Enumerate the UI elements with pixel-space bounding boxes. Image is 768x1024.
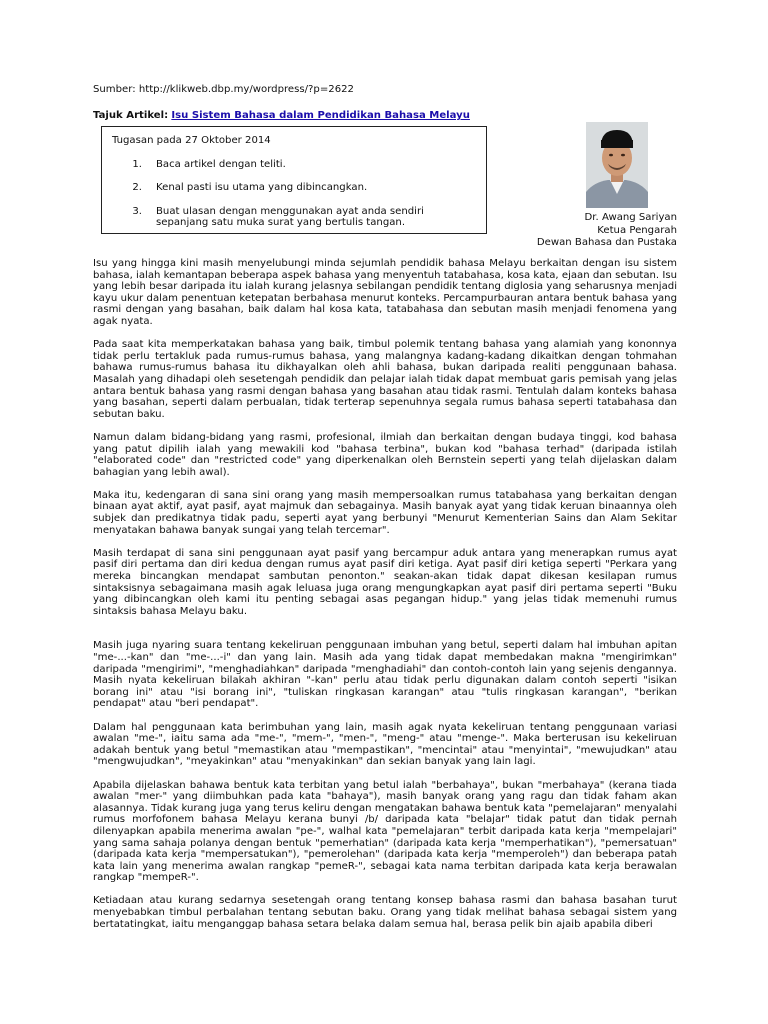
article-title-line [93, 110, 470, 122]
article-paragraph: Namun dalam bidang-bidang yang rasmi, profesional, ilmiah dan berkaitan dengan budaya tinggi, kod bahasa yang patut dipilih ialah yang mewakili kod "bahasa terbina", bukan kod "bahasa terhad" (daripada istilah "elaborated code" dan "restricted code" yang diperkenalkan oleh Bernstein seperti yang telah dijelaskan dalam bahagian yang lebih awal). [93, 431, 677, 478]
task-item-text: Kenal pasti isu utama yang dibincangkan. [156, 182, 368, 194]
task-list [112, 159, 476, 229]
task-heading: Tugasan pada 27 Oktober 2014 [112, 135, 271, 146]
article-body [93, 258, 677, 942]
article-paragraph: Dalam hal penggunaan kata berimbuhan yang lain, masih agak nyata kekeliruan tentang penggunaan variasi awalan "me-", iaitu sama ada "me-", "mem-", "men-", "meng-" atau "menge-". Maka berterusan isu kekeliruan adakah bentuk yang betul "memastikan atau "mempastikan", "mencintai" atau "menyintai", "mewujudkan" atau "mengwujudkan", "meyakinkan" atau "menyakinkan" dan sekian banyak yang lain lagi. [93, 721, 677, 768]
author-photo [586, 122, 648, 208]
article-paragraph: Pada saat kita memperkatakan bahasa yang baik, timbul polemik tentang bahasa yang alamiah yang kononnya tidak perlu tertakluk pada rumus-rumus bahasa, yang malangnya kadang-kadang dikaitkan dengan tohmahan bahawa rumus-rumus bahasa itu dikhayalkan oleh ahli bahasa, bukan daripada realiti penggunaan bahasa. Masalah yang dihadapi oleh sesetengah pendidik dan pelajar ialah tidak dapat membuat garis pemisah yang jelas antara bentuk bahasa yang rasmi dengan bahasa yang basahan atau tidak rasmi. Tentulah dalam konteks bahasa yang basahan, seperti dalam perbualan, tidak terterap sepenuhnya segala rumus bahasa seperti tatabahasa dan sebutan baku. [93, 339, 677, 420]
task-item-number: 2. [132, 182, 142, 194]
author-role: Ketua Pengarah [597, 224, 677, 236]
task-item [112, 182, 476, 194]
task-item [112, 206, 476, 229]
author-name: Dr. Awang Sariyan [584, 212, 677, 223]
source-line: Sumber: http://klikweb.dbp.my/wordpress/?p=2622 [93, 84, 354, 95]
task-item-number: 1. [132, 158, 142, 170]
author-organization: Dewan Bahasa dan Pustaka [536, 237, 677, 248]
article-paragraph: Isu yang hingga kini masih menyelubungi minda sejumlah pendidik bahasa Melayu berkaitan dengan isu sistem bahasa, ialah kemantapan beberapa aspek bahasa yang menyentuh tatabahasa, kosa kata, ejaan dan sebutan. Isu yang lebih besar daripada itu ialah kurang jelasnya sebilangan pendidik tentang diglosia yang seharusnya menjadi kayu ukur dalam penentuan ketepatan berbahasa menurut konteks. Percampurbauran antara bentuk bahasa yang rasmi dengan yang basahan, baik dalam hal kosa kata, tatabahasa dan sebutan masih menjadi fenomena yang agak nyata. [93, 258, 677, 327]
task-item [112, 159, 476, 171]
author-caption [493, 212, 677, 250]
article-paragraph: Masih juga nyaring suara tentang kekeliruan penggunaan imbuhan yang betul, seperti dalam hal imbuhan apitan "me-...-kan" dan "me-...-i" dan yang lain. Masih ada yang tidak dapat membedakan makna "mengirimkan" daripada "mengirimi", "menghadiahkan" daripada "menghadiahi" dan contoh-contoh lain yang sejenis dengannya. Masih nyata kekeliruan bilakah akhiran "-kan" perlu atau tidak perlu digunakan dalam contoh seperti "isikan borang ini" atau "isi borang ini", "tuliskan ringkasan karangan" atau "tulis ringkasan karangan", "berikan pendapat" atau "beri pendapat". [93, 640, 677, 710]
article-paragraph: Masih terdapat di sana sini penggunaan ayat pasif yang bercampur aduk antara yang menerapkan rumus ayat pasif diri pertama dan diri kedua dengan rumus ayat pasif diri ketiga. Ayat pasif diri ketiga seperti "Perkara yang mereka bincangkan mendapat sambutan penonton." seakan-akan tidak dapat dikesan kesilapan rumus sintaksisnya sebagaimana masih agak leluasa juga orang mengungkapkan ayat pasif diri pertama seperti "Buku yang dibincangkan oleh kami itu penting sebagai asas pegangan hidup." yang jelas tidak memenuhi rumus sintaksis bahasa Melayu baku. [93, 547, 677, 617]
task-item-number: 3. [132, 205, 142, 217]
task-item-text: Baca artikel dengan teliti. [156, 158, 286, 170]
author-portrait-image [586, 122, 648, 208]
task-item-text: Buat ulasan dengan menggunakan ayat anda sendiri sepanjang satu muka surat yang bertulis tangan. [156, 205, 424, 229]
article-title-link[interactable]: Isu Sistem Bahasa dalam Pendidikan Bahasa Melayu [171, 110, 470, 121]
article-paragraph: Ketiadaan atau kurang sedarnya sesetengah orang tentang konsep bahasa rasmi dan bahasa basahan turut menyebabkan timbul perbalahan tentang sebutan baku. Orang yang tidak melihat bahasa sebagai sistem yang bertatatingkat, iaitu menganggap bahasa setara belaka dalam semua hal, berasa pelik bin ajaib apabila diberi [93, 895, 677, 930]
article-paragraph: Apabila dijelaskan bahawa bentuk kata terbitan yang betul ialah "berbahaya", bukan "merbahaya" (kerana tiada awalan "mer-" yang diimbuhkan pada kata "bahaya"), masih banyak orang yang ragu dan tidak faham akan alasannya. Tidak kurang juga yang terus keliru dengan mengatakan bahawa bentuk kata "pemelajaran" menyalahi rumus morfofonem bahasa Melayu kerana bunyi /b/ daripada kata "belajar" tidak patut dan tidak pernah dilenyapkan apabila menerima awalan "pe-", walhal kata "pemelajaran" terbit daripada kata kerja "mempelajari" yang sama sahaja polanya dengan bentuk "pemerhatian" (daripada kata kerja "memperhatikan"), "pemersatuan" (daripada kata kerja "mempersatukan"), "pemerolehan" (daripada kata kerja "memperoleh") dan beberapa patah kata lain yang menerima awalan rangkap "pemeR-", sebagai kata nama terbitan daripada kata kerja berawalan rangkap "mempeR-". [93, 779, 677, 884]
title-label: Tajuk Artikel: [93, 110, 169, 121]
article-paragraph: Maka itu, kedengaran di sana sini orang yang masih mempersoalkan rumus tatabahasa yang berkaitan dengan binaan ayat aktif, ayat pasif, ayat majmuk dan sebagainya. Masih banyak ayat yang tidak keruan binaannya oleh subjek dan predikatnya tidak padu, seperti ayat yang berbunyi "Menurut Kementerian Sains dan Alam Sekitar menyatakan bahawa banyak sungai yang telah tercemar". [93, 489, 677, 536]
task-box [101, 126, 487, 234]
